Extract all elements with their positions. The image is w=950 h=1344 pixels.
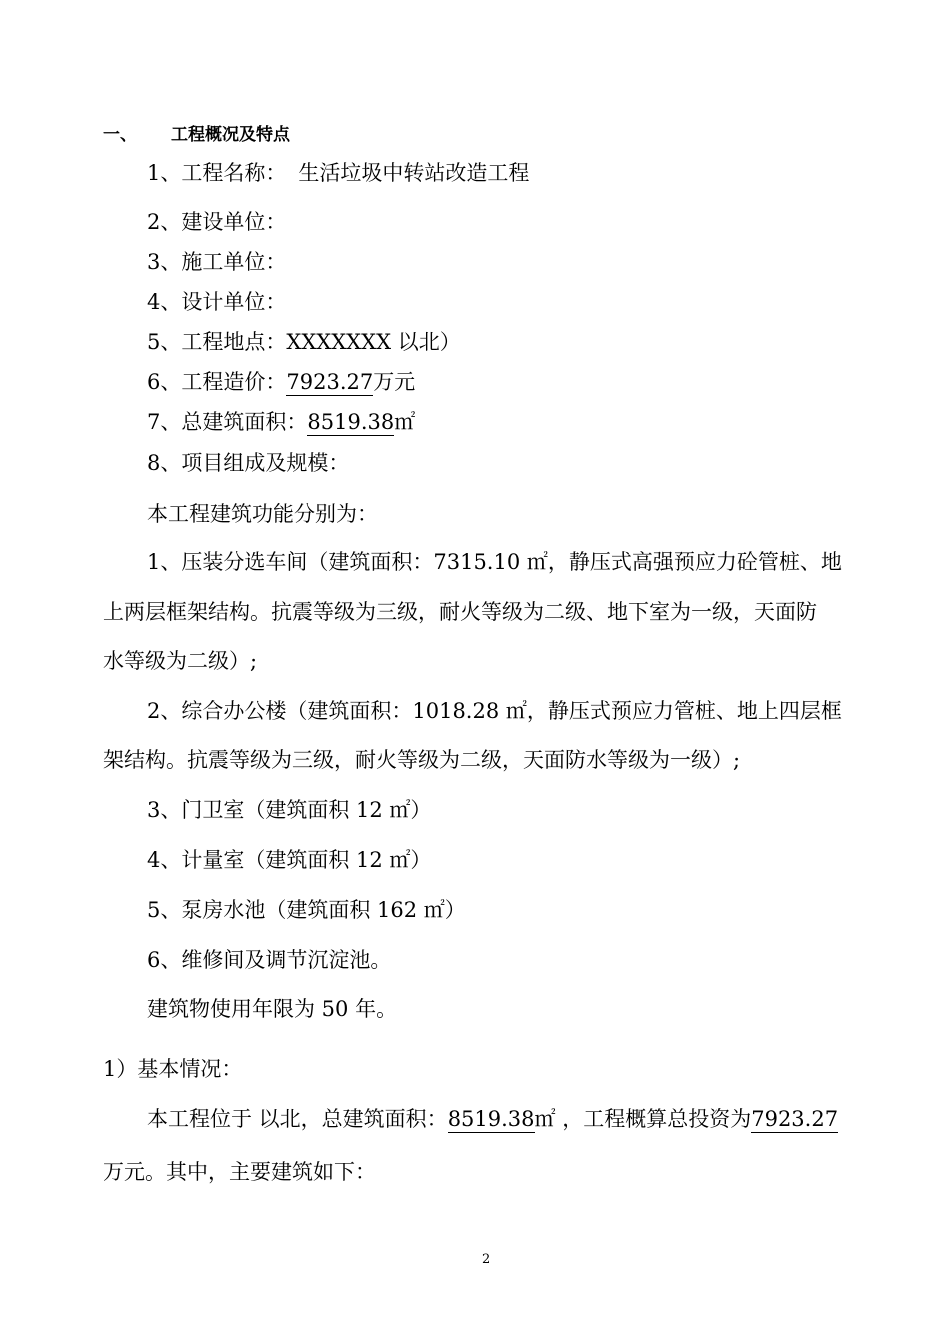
item3: 3、门卫室（建筑面积 12 ㎡） [147,798,432,822]
item1-line1: 1、压装分选车间（建筑面积：7315.10 ㎡，静压式高强预应力砼管桩、地 [147,550,842,574]
info-contractor: 3、施工单位： [147,250,287,274]
info-location [147,329,461,355]
section-title: 工程概况及特点 [171,125,290,145]
area-label: 7、总建筑面积： [147,410,308,434]
cost-unit: 万元 [373,370,416,394]
service-life: 建筑物使用年限为 50 年。 [147,997,398,1021]
info-project-name [147,160,529,186]
cost-label: 6、工程造价： [147,370,287,394]
item2-line1: 2、综合办公楼（建筑面积：1018.28 ㎡，静压式预应力管桩、地上四层框 [147,699,842,723]
basic-text-a: 本工程位于 以北，总建筑面积： [147,1107,448,1131]
basic-paragraph-line1 [147,1106,838,1132]
item1-line3: 水等级为二级）; [103,649,258,673]
basic-area-value: 8519.38 [447,1107,535,1131]
cost-value: 7923.27 [286,370,374,394]
page-number: 2 [482,1252,491,1267]
info-area [147,409,415,435]
item6: 6、维修间及调节沉淀池。 [147,948,392,972]
info-scale: 8、项目组成及规模： [147,451,350,475]
section-heading [103,122,290,148]
location-value: XXXXXXX 以北） [286,330,461,354]
section-number: 一、 [103,125,137,145]
item5: 5、泵房水池（建筑面积 162 ㎡） [147,898,466,922]
item1-line2: 上两层框架结构。抗震等级为三级，耐火等级为二级、地下室为一级，天面防 [103,600,817,624]
info-cost [147,369,415,395]
item2-line2: 架结构。抗震等级为三级，耐火等级为二级，天面防水等级为一级）; [103,748,741,772]
basic-cost-value: 7923.27 [751,1107,839,1131]
location-label: 5、工程地点： [147,330,287,354]
basic-paragraph-line2: 万元。其中，主要建筑如下： [103,1160,376,1184]
area-unit: ㎡ [394,410,416,434]
basic-text-b: ㎡ ，工程概算总投资为 [534,1107,752,1131]
project-name-label: 1、工程名称： [147,161,287,185]
item4: 4、计量室（建筑面积 12 ㎡） [147,848,432,872]
area-value: 8519.38 [307,410,395,434]
basic-title: 1）基本情况： [103,1057,243,1081]
info-designer: 4、设计单位： [147,290,287,314]
project-name-value: 生活垃圾中转站改造工程 [298,161,530,185]
info-owner: 2、建设单位： [147,210,287,234]
functions-intro: 本工程建筑功能分别为： [147,502,378,526]
